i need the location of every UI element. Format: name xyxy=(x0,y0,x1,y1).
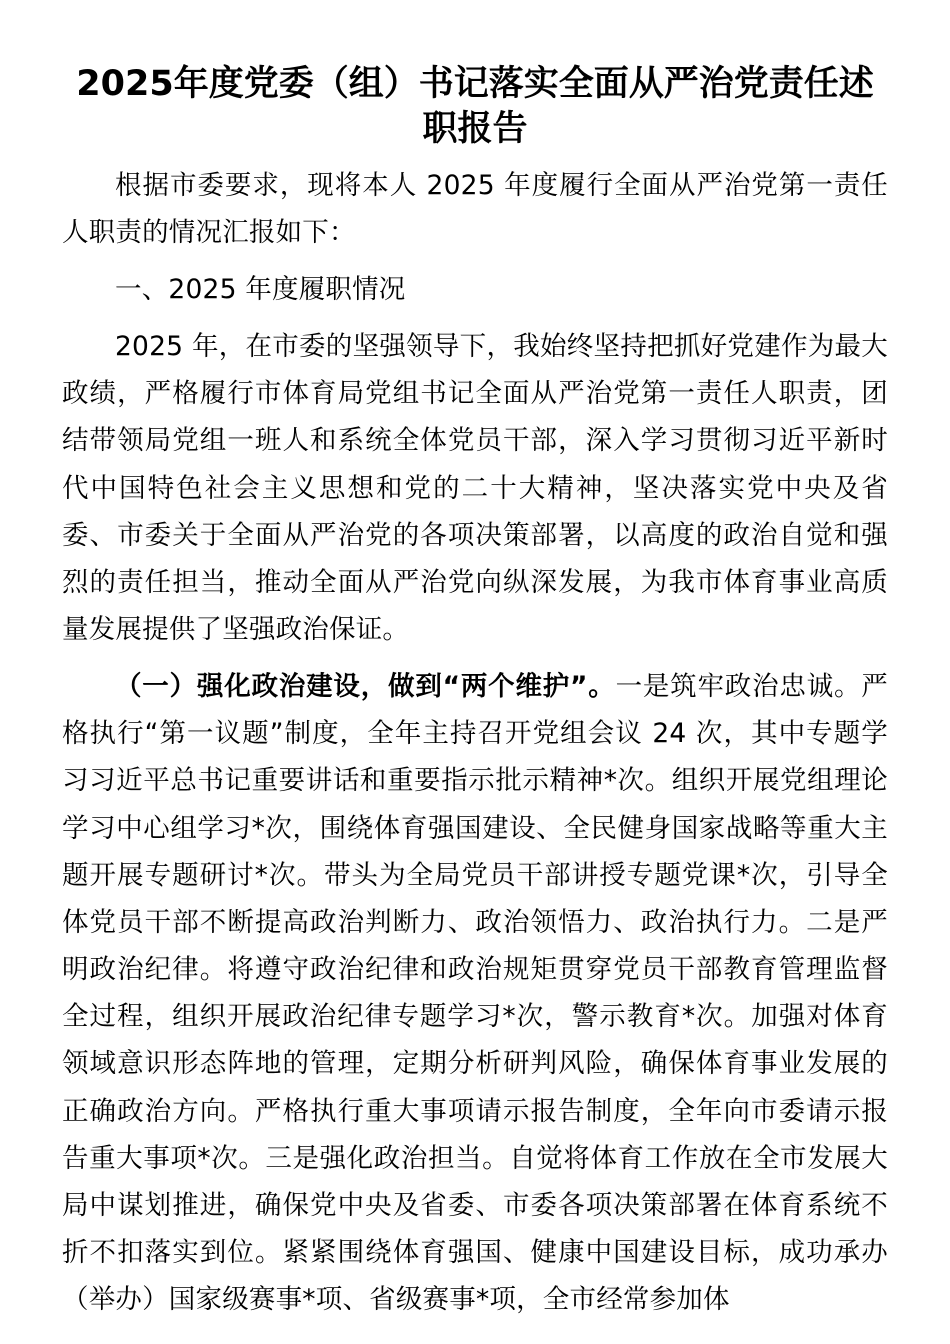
subsection-one-lead: （一）强化政治建设，做到“两个维护”。 xyxy=(115,671,616,703)
subsection-one-body: 一是筑牢政治忠诚。严格执行“第一议题”制度，全年主持召开党组会议 24 次，其中专题学习习近平总书记重要讲话和重要指示批示精神*次。组织开展党组理论学习中心组学习*次，围绕体育强国建设、全民健身国家战略等重大主题开展专题研讨*次。带头为全局党员干部讲授专题党课*次，引导全体党员干部不断提高政治判断力、政治领悟力、政治执行力。二是严明政治纪律。将遵守政治纪律和政治规矩贯穿党员干部教育管理监督全过程，组织开展政治纪律专题学习*次，警示教育*次。加强对体育领域意识形态阵地的管理，定期分析研判风险，确保体育事业发展的正确政治方向。严格执行重大事项请示报告制度，全年向市委请示报告重大事项*次。三是强化政治担当。自觉将体育工作放在全市发展大局中谋划推进，确保党中央及省委、市委各项决策部署在体育系统不折不扣落实到位。紧紧围绕体育强国、健康中国建设目标，成功承办（举办）国家级赛事*项、省级赛事*项，全市经常参加体 xyxy=(62,671,888,1316)
paragraph-subsection-one xyxy=(62,663,888,1323)
paragraph-intro: 根据市委要求，现将本人 2025 年度履行全面从严治党第一责任人职责的情况汇报如下： xyxy=(62,169,888,248)
section-heading-one: 一、2025 年度履职情况 xyxy=(115,273,406,305)
paragraph-section-one-body: 2025 年，在市委的坚强领导下，我始终坚持把抓好党建作为最大政绩，严格履行市体育局党组书记全面从严治党第一责任人职责，团结带领局党组一班人和系统全体党员干部，深入学习贯彻习近平新时代中国特色社会主义思想和党的二十大精神，坚决落实党中央及省委、市委关于全面从严治党的各项决策部署，以高度的政治自觉和强烈的责任担当，推动全面从严治党向纵深发展，为我市体育事业高质量发展提供了坚强政治保证。 xyxy=(62,331,888,645)
page-title: 2025年度党委（组）书记落实全面从严治党责任述职报告 xyxy=(76,64,874,149)
